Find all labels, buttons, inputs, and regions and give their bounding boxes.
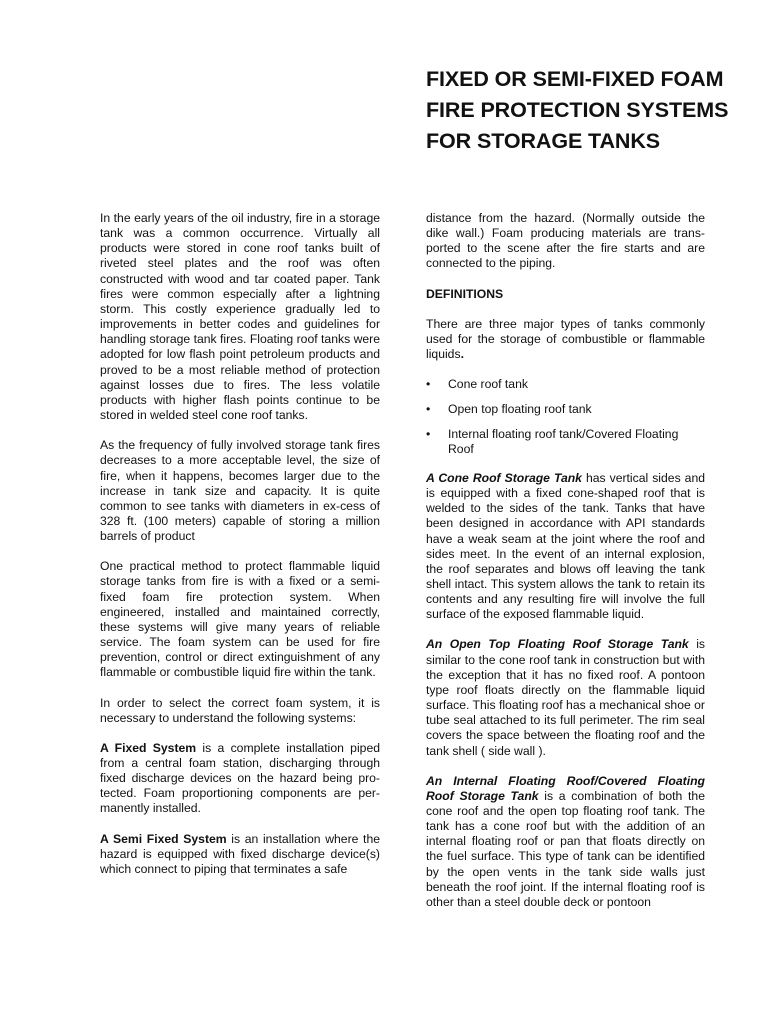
bullet-icon: • [426,401,431,416]
list-item-text: Cone roof tank [448,377,528,392]
semi-fixed-continued-paragraph: distance from the hazard. (Normally outside the dike wall.) Foam producing materials are trans-ported to the scene after the fire starts and are connected to the piping. [426,211,705,271]
left-column [100,211,380,877]
tank-types-paragraph [426,317,705,362]
list-item [426,427,705,457]
open-top-text: is similar to the cone roof tank in construction but with the exception that it has no fixed roof. A pontoon type roof floats directly on the flammable liquid surface. This floating roof has a mechanical shoe or tube seal attached to its full perimeter. The rim seal covers the space between the floating roof and the tank shell ( side wall ). [426,637,705,758]
document-title: FIXED OR SEMI-FIXED FOAM FIRE PROTECTION SYSTEMS FOR STORAGE TANKS [426,67,729,153]
bullet-icon: • [426,426,431,441]
open-top-paragraph [426,637,705,758]
fixed-system-paragraph [100,741,380,817]
intro-paragraph: In the early years of the oil industry, fire in a storage tank was a common occurrence. Virtually all products were stored in cone roof tanks built of riveted steel plates and the roof was often constructed with wood and tar coated paper. Tank fires were common especially after a lightning storm. This costly experience gradually led to improvements in better codes and guidelines for handling storage tank fires. Floating roof tanks were adopted for low flash point petroleum products and proved to be a most reliable method of protection against losses due to fires. The less volatile products with higher flash points continue to be stored in welded steel cone roof tanks. [100,211,380,423]
tank-types-list [426,377,705,457]
fixed-system-text: is a complete installation piped from a central foam station, discharging through fixed discharge devices on the hazard being pro-tected. Foam proportioning components are per-manently installed. [100,740,381,816]
cone-roof-paragraph [426,471,705,623]
fixed-system-term: A Fixed System [100,740,197,755]
list-item-text: Open top floating roof tank [448,401,592,416]
tank-types-text: There are three major types of tanks commonly used for the storage of combustible or flammable liquids [426,316,705,362]
list-item-text: Internal floating roof tank/Covered Floating Roof [448,426,679,456]
tank-size-paragraph: As the frequency of fully involved storage tank fires decreases to a more acceptable level, the size of fire, when it happens, becomes larger due to the increase in tank size and capacity. It is quite common to see tanks with diameters in ex-cess of 328 ft. (100 meters) capable of storing a million barrels of product [100,438,380,544]
foam-method-paragraph: One practical method to protect flammable liquid storage tanks from fire is with a fixed or a semi-fixed foam fire protection system. When engineered, installed and maintained correctly, these systems will give many years of reliable service. The foam system can be used for fire prevention, control or direct extinguishment of any flammable or combustible liquid fire within the tank. [100,559,380,680]
tank-types-period: . [460,347,464,362]
cone-roof-text: has vertical sides and is equipped with a fixed cone-shaped roof that is welded to the sides of the tank. Tanks that have been designed in accordance with API standards have a weak seam at the joint where the roof and sides meet. In the event of an internal explosion, the roof separates and blows off leaving the tank shell intact. This system allows the tank to retain its contents and any resulting fire will involve the full surface of the exposed flammable liquid. [426,470,705,622]
list-item [426,402,705,417]
semi-fixed-system-text: is an installation where the hazard is equipped with fixed discharge device(s) which connect to piping that terminates a safe [100,831,380,876]
semi-fixed-system-paragraph [100,832,380,877]
list-item [426,377,705,392]
bullet-icon: • [426,377,431,392]
cone-roof-term: A Cone Roof Storage Tank [426,470,582,485]
select-system-paragraph: In order to select the correct foam system, it is necessary to understand the following systems: [100,695,380,725]
right-column [426,211,705,910]
definitions-heading: DEFINITIONS [426,286,504,301]
open-top-term: An Open Top Floating Roof Storage Tank [426,637,689,652]
semi-fixed-system-term: A Semi Fixed System [100,831,227,846]
internal-floating-text: is a combination of both the cone roof and the open top floating roof tank. The tank has a cone roof but with the addition of an internal floating roof or pan that floats directly on the fuel surface. This type of tank can be identified by the open vents in the tank side walls just beneath the roof joint. If the internal floating roof is other than a steel double deck or pontoon [426,788,705,909]
internal-floating-term: An Internal Floating Roof/Covered Floating Roof Storage Tank [426,773,705,803]
internal-floating-paragraph [426,774,705,910]
